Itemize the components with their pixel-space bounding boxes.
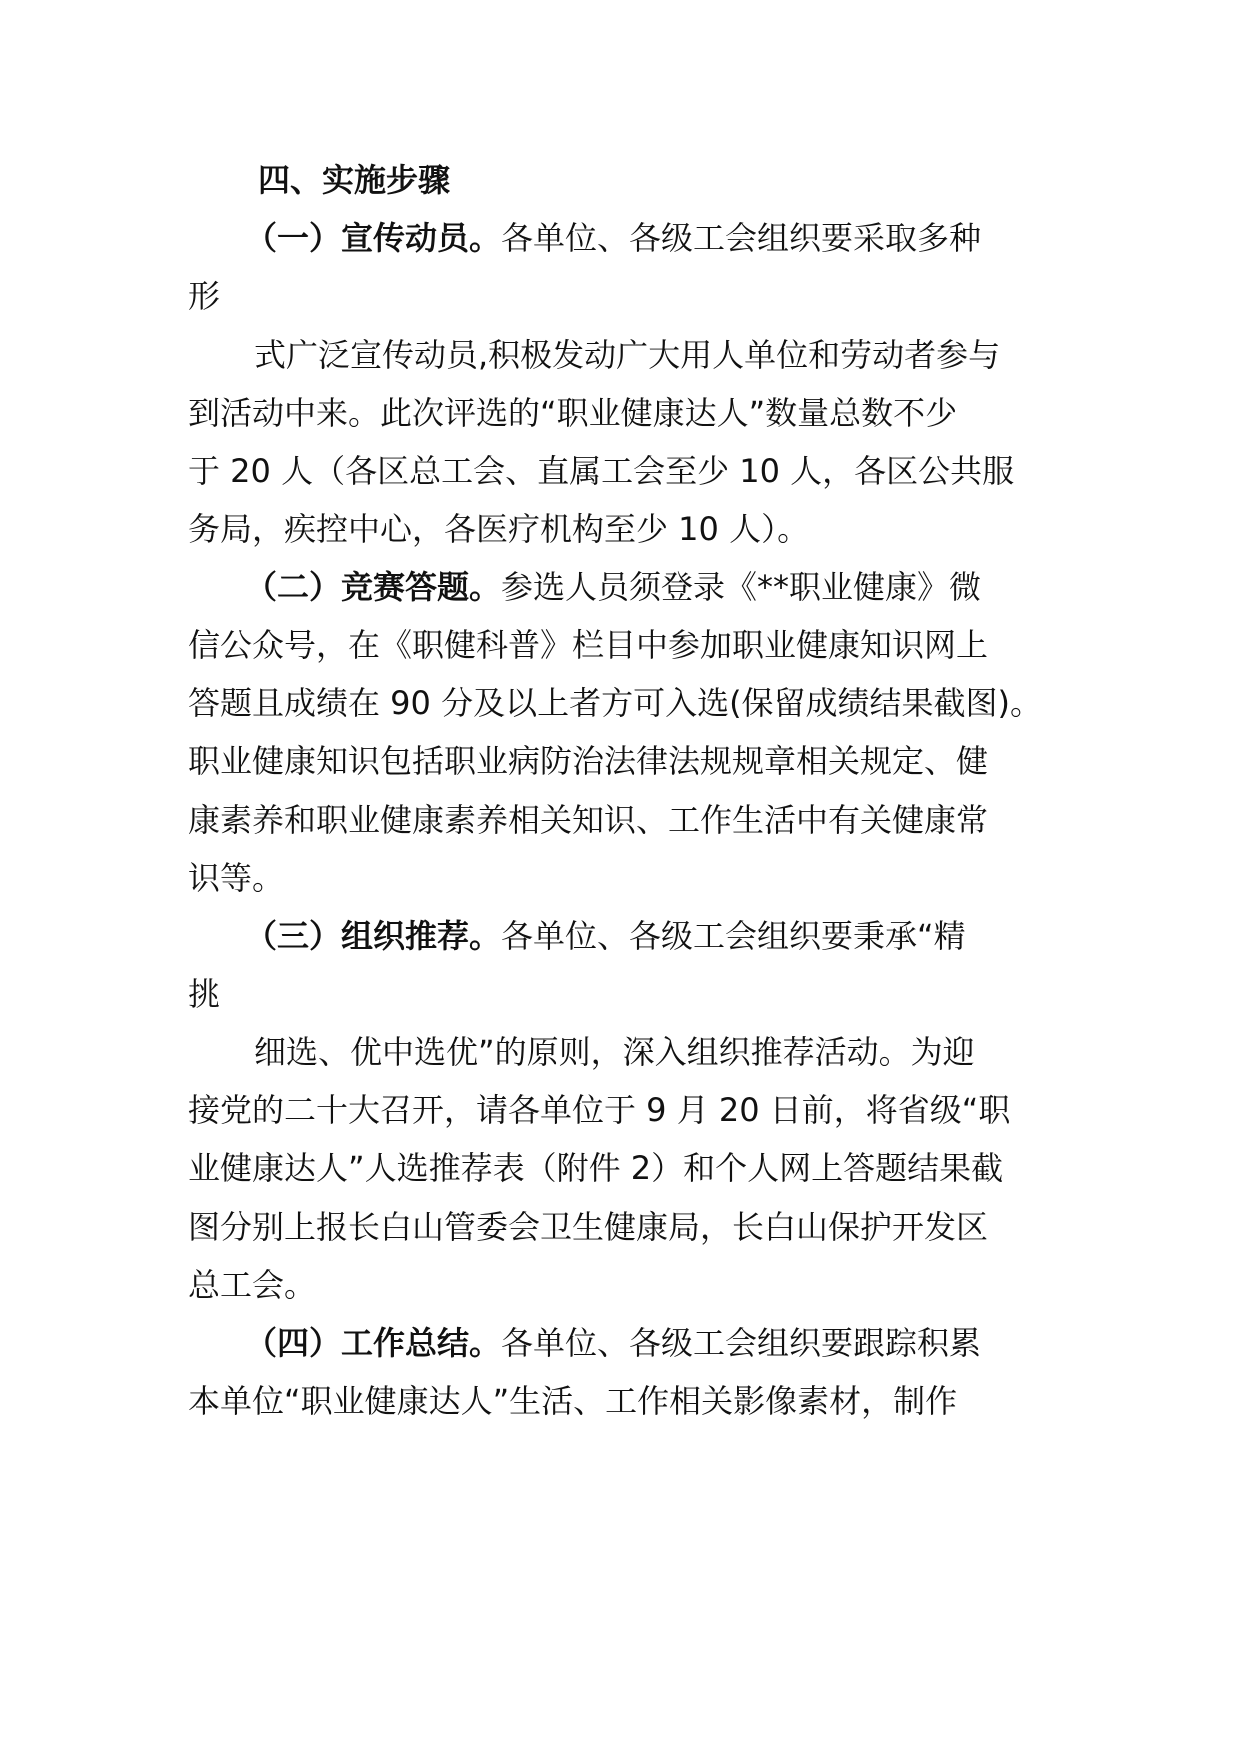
- body-text: 各单位、各级工会组织要跟踪积累: [501, 1324, 982, 1362]
- subsection-heading: （二）竞赛答题。: [245, 568, 502, 606]
- paragraph-line: [245, 1323, 981, 1363]
- body-text: 参选人员须登录《**职业健康》微: [501, 568, 982, 606]
- paragraph-line: 康素养和职业健康素养相关知识、工作生活中有关健康常: [188, 801, 989, 839]
- paragraph-line: 于 20 人（各区总工会、直属工会至少 10 人，各区公共服: [188, 452, 1015, 490]
- paragraph-line: 总工会。: [188, 1266, 317, 1304]
- paragraph-line: 图分别上报长白山管委会卫生健康局，长白山保护开发区: [188, 1208, 989, 1246]
- paragraph-line: [245, 916, 966, 956]
- paragraph-line: 式广泛宣传动员,积极发动广大用人单位和劳动者参与: [254, 336, 1001, 374]
- paragraph-line: 到活动中来。此次评选的“职业健康达人”数量总数不少: [188, 394, 958, 432]
- paragraph-line: 形: [188, 277, 221, 315]
- subsection-heading: （四）工作总结。: [245, 1324, 502, 1362]
- body-text: 各单位、各级工会组织要秉承“精: [501, 917, 966, 955]
- paragraph-line: 职业健康知识包括职业病防治法律法规规章相关规定、健: [188, 742, 989, 780]
- paragraph-line: 接党的二十大召开，请各单位于 9 月 20 日前，将省级“职: [188, 1091, 1011, 1129]
- subsection-heading: （一）宣传动员。: [245, 219, 502, 257]
- paragraph-line: 本单位“职业健康达人”生活、工作相关影像素材，制作: [188, 1382, 958, 1420]
- paragraph-line: 挑: [188, 975, 221, 1013]
- paragraph-line: 信公众号，在《职健科普》栏目中参加职业健康知识网上: [188, 626, 989, 664]
- paragraph-line: [245, 567, 981, 607]
- paragraph-line: 细选、优中选优”的原则，深入组织推荐活动。为迎: [254, 1033, 975, 1071]
- paragraph-line: 识等。: [188, 859, 285, 897]
- subsection-heading: （三）组织推荐。: [245, 917, 502, 955]
- paragraph-line: 务局，疾控中心，各医疗机构至少 10 人）。: [188, 510, 810, 548]
- section-heading: 四、实施步骤: [258, 161, 451, 199]
- body-text: 各单位、各级工会组织要采取多种: [501, 219, 982, 257]
- paragraph-line: [245, 218, 981, 258]
- paragraph-line: 答题且成绩在 90 分及以上者方可入选(保留成绩结果截图)。: [188, 684, 1043, 722]
- paragraph-line: 业健康达人”人选推荐表（附件 2）和个人网上答题结果截: [188, 1149, 1004, 1187]
